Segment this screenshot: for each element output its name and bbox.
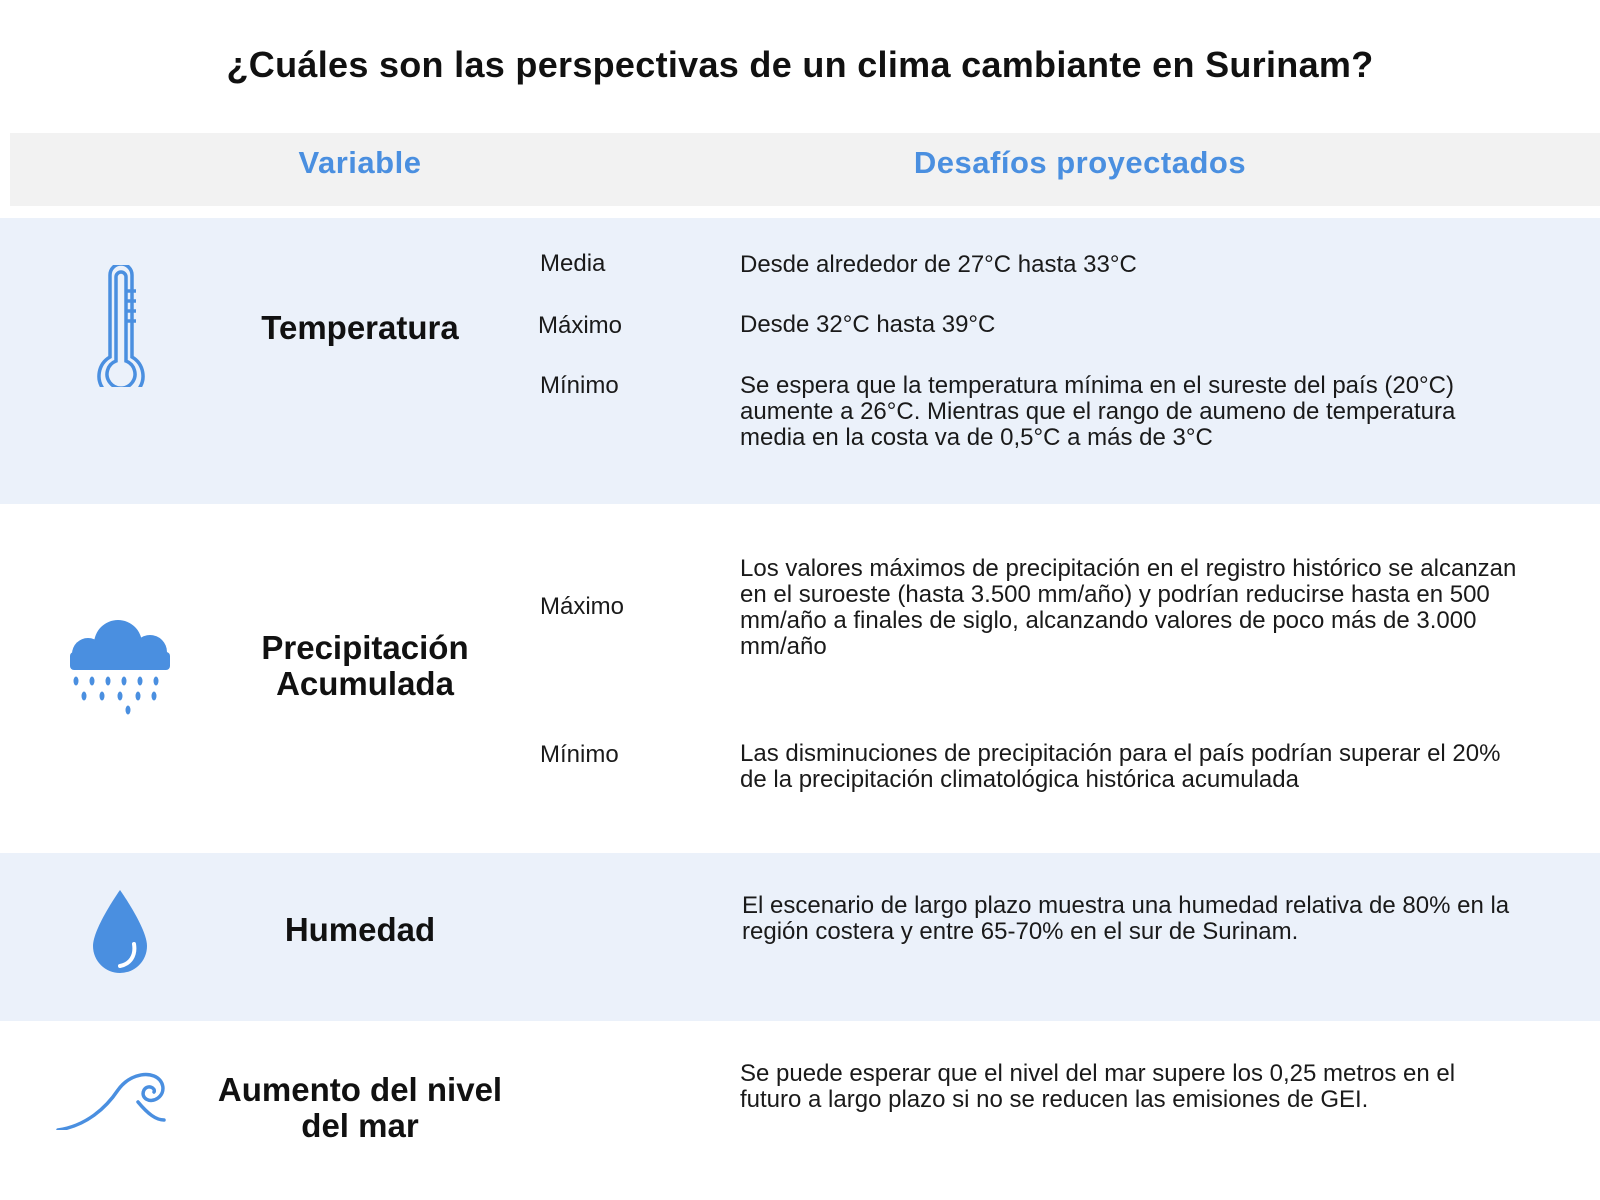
variable-sea-level-line1: Aumento del nivel (217, 1071, 503, 1108)
label-precip-minimo: Mínimo (540, 741, 619, 768)
page-title: ¿Cuáles son las perspectivas de un clima cambiante en Surinam? (226, 44, 1374, 85)
variable-sea-level-line2: del mar (301, 1107, 419, 1144)
desc-media: Desde alrededor de 27°C hasta 33°C (740, 251, 1137, 278)
desc-humidity: El escenario de largo plazo muestra una humedad relativa de 80% en la región costera y entre 65-70% en el sur de Surinam. (742, 892, 1510, 945)
label-precip-maximo: Máximo (540, 593, 625, 620)
label-media: Media (540, 250, 606, 277)
label-maximo: Máximo (538, 312, 623, 339)
thermometer-icon (96, 265, 146, 387)
variable-temperature: Temperatura (261, 309, 459, 346)
variable-sea-level (190, 1072, 530, 1144)
wave-icon (56, 1068, 168, 1130)
desc-precip-maximo: Los valores máximos de precipitación en el registro histórico se alcanzan en el suroeste (hasta 3.500 mm/año) y podrían reducirse hasta en 500 mm/año a finales de siglo, alcanzando valores de poco más de 3.000 mm/año (740, 555, 1517, 660)
variable-humidity: Humedad (284, 911, 436, 948)
variable-precipitation-line2: Acumulada (276, 665, 454, 702)
label-minimo: Mínimo (540, 372, 619, 399)
variable-precipitation (210, 630, 520, 702)
desc-sea-level: Se puede esperar que el nivel del mar supere los 0,25 metros en el futuro a largo plazo si no se reducen las emisiones de GEI. (740, 1060, 1456, 1113)
header-challenges: Desafíos proyectados (913, 145, 1247, 180)
variable-precipitation-line1: Precipitación (261, 629, 469, 666)
header-variable: Variable (298, 145, 422, 180)
rain-cloud-icon (66, 618, 174, 716)
water-drop-icon (90, 888, 150, 978)
desc-maximo: Desde 32°C hasta 39°C (740, 311, 996, 338)
desc-minimo: Se espera que la temperatura mínima en el sureste del país (20°C) aumente a 26°C. Mientras que el rango de aumeno de temperatura media en la costa va de 0,5°C a más de 3°C (740, 372, 1456, 451)
desc-precip-minimo: Las disminuciones de precipitación para el país podrían superar el 20% de la precipitación climatológica histórica acumulada (740, 740, 1501, 793)
